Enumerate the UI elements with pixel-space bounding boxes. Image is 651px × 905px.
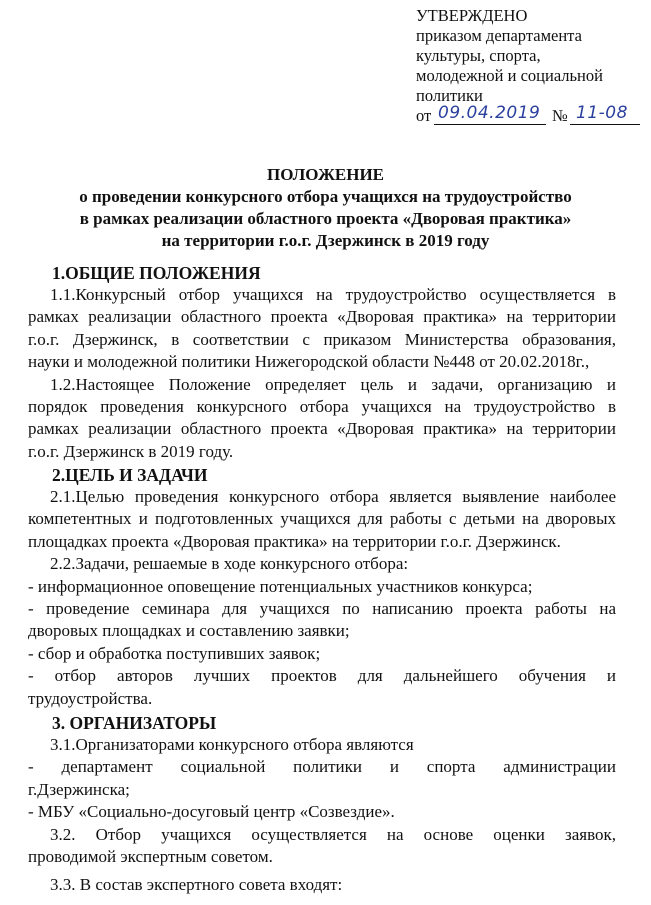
paragraph-line: г.о.г. Дзержинск в 2019 году. [28,441,234,461]
section-2-body [28,486,616,710]
list-item: дворовых площадках и составлению заявки; [28,621,350,641]
list-item: трудоустройства. [28,688,153,708]
list-item: - проведение семинара для учащихся по написанию проекта работы на [28,598,616,618]
paragraph-line: компетентных и подготовленных учащихся для работы с детьми на дворовых [28,509,616,529]
section-3-body [28,734,616,868]
date-handwritten: 09.04.2019 [438,103,541,123]
list-item: - департамент социальной политики и спорта администрации [28,757,616,777]
paragraph-line: 2.1.Целью проведения конкурсного отбора является выявление наиболее [50,487,616,506]
section-1-body [28,284,616,463]
approval-block [416,6,646,128]
paragraph-line: г.о.г. Дзержинск, в соответствии с приказом Министерства образования, [28,329,616,349]
section-heading: 2.ЦЕЛЬ И ЗАДАЧИ [52,465,208,485]
paragraph-line: 1.1.Конкурсный отбор учащихся на трудоустройство осуществляется в [50,285,616,304]
date-prefix: от [416,106,432,125]
paragraph-line: проводимой экспертным советом. [28,846,273,866]
paragraph-line: 3.3. В состав экспертного совета входят: [50,875,343,894]
section-3-tail [28,874,616,896]
approval-line: приказом департамента [416,26,582,45]
list-item: - отбор авторов лучших проектов для дальнейшего обучения и [28,666,616,686]
document-subtitle-line: о проведении конкурсного отбора учащихся на трудоустройство [79,187,572,206]
approval-line: молодежной и социальной [416,66,603,85]
section-heading: 3. ОРГАНИЗАТОРЫ [52,713,217,733]
paragraph-line: 3.1.Организаторами конкурсного отбора являются [50,735,414,754]
paragraph-line: 1.2.Настоящее Положение определяет цель и задачи, организацию и [50,374,616,394]
document-subtitle-line: в рамках реализации областного проекта «Дворовая практика» [79,209,572,228]
approval-date-number [416,103,646,128]
list-item: - МБУ «Социально-досуговый центр «Созвездие». [28,802,395,822]
list-item: г.Дзержинска; [28,779,130,799]
list-item: - информационное оповещение потенциальных участников конкурса; [28,576,533,596]
paragraph-line: 3.2. Отбор учащихся осуществляется на основе оценки заявок, [50,824,616,844]
paragraph-line: рамках реализации областного проекта «Дворовая практика» на территории [28,307,616,327]
approval-title: УТВЕРЖДЕНО [416,6,528,25]
document-subtitle-line: на территории г.о.г. Дзержинск в 2019 году [161,231,490,250]
number-handwritten: 11-08 [576,103,628,123]
number-prefix: № [552,106,568,125]
paragraph-line: порядок проведения конкурсного отбора учащихся на трудоустройство в [28,396,616,416]
document-title: ПОЛОЖЕНИЕ [267,165,384,184]
paragraph-line: науки и молодежной политики Нижегородской области №448 от 20.02.2018г., [28,352,590,372]
approval-line: политики [416,86,483,105]
number-underline [570,124,640,125]
date-underline [434,124,546,125]
approval-line: культуры, спорта, [416,46,541,65]
paragraph-line: 2.2.Задачи, решаемые в ходе конкурсного отбора: [50,554,409,574]
paragraph-line: площадках проекта «Дворовая практика» на территории г.о.г. Дзержинск. [28,531,561,551]
section-heading: 1.ОБЩИЕ ПОЛОЖЕНИЯ [52,263,261,283]
list-item: - сбор и обработка поступивших заявок; [28,643,321,663]
paragraph-line: рамках реализации областного проекта «Дворовая практика» на территории [28,419,616,439]
